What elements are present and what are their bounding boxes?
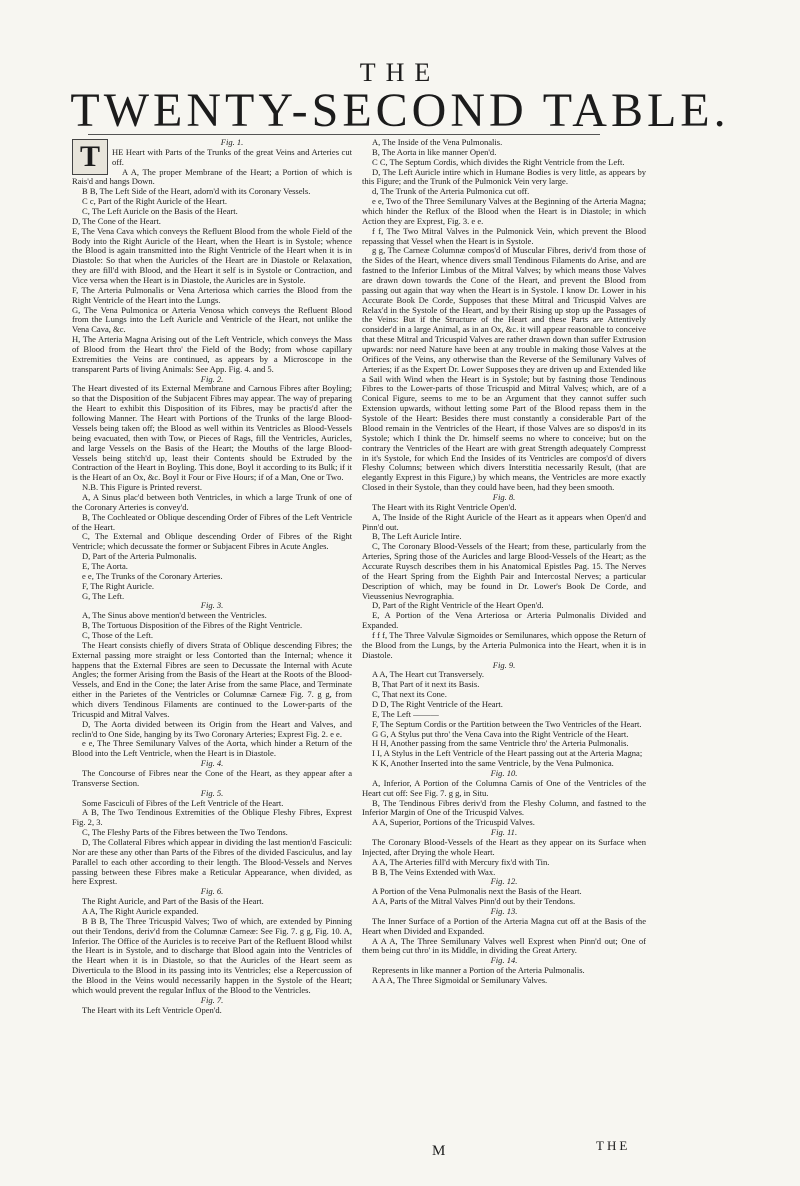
figure-heading: Fig. 9.	[492, 659, 516, 670]
legend-entry: C, The Coronary Blood-Vessels of the Heart; from these, particularly from the Arteries, Spring those of the Auricles and large Blood-Vessels of the Heart; as the Accurate Ruysch describes them in his Anatomical Epistles Pag. 15. The Nerves of the Heart Spring from the Eighth Pair and Intercostal Nerves; a particular Description of which, may be found in Dr. Lower's Book De Corde, and Vieussenius Nevrographia.	[362, 541, 646, 601]
body-paragraph: G, The Vena Pulmonica or Arteria Venosa which conveys the Refluent Blood from the Lungs into the Left Auricle and Ventricle of the Heart, not unlike the Vena Cava, &c.	[72, 304, 352, 335]
figure-heading: Fig. 10.	[490, 768, 518, 778]
legend-entry: C, The Left Auricle on the Basis of the Heart.	[82, 206, 238, 217]
body-paragraph: E, The Vena Cava which conveys the Refluent Blood from the whole Field of the Body into the Right Auricle of the Heart, when the Heart is in Systole; whence the Blood is again transmitted into the Right Ventricle of the Heart when it is in Diastole: So that when the Auricles of the Heart are in Diastole or Relaxation, they are fill'd with Blood, and the Heart it self is in Systole or Contraction, and Vice versa when the Heart is in Diastole, the Auricles are in Systole.	[72, 225, 352, 286]
figure-heading: Fig. 4.	[200, 758, 224, 769]
legend-entry: The Heart with its Left Ventricle Open'd.	[82, 1004, 222, 1015]
legend-entry: A, The Inside of the Vena Pulmonalis.	[372, 137, 503, 147]
legend-entry: A, Inferior, A Portion of the Columna Carnis of One of the Ventricles of the Heart cut off: See Fig. 7. g g, in Situ.	[362, 777, 646, 798]
legend-entry: The Inner Surface of a Portion of the Arteria Magna cut off at the Basis of the Heart when Divided and Expanded.	[362, 915, 646, 936]
figure-heading: Fig. 6.	[200, 886, 224, 897]
legend-entry: B B B, The Three Tricuspid Valves; Two of which, are extended by Pinning out their Tendons, deriv'd from the Columnæ Carneæ: See Fig. 7. g g, Fig. 10. A, Inferior. The Office of the Auricles is to receive Part of the Refluent Blood whilst the Heart is in Systole, and to discharge that Blood again into the Ventricles of the Heart when it is in Diastole, so that the Auricles of the Heart seem as Diverticula to the Blood in its passing into its Ventricles; else a Repercussion of the Blood in the Veins would necessarily happen in the Systole of the Heart; which would prevent the regular Influx of the Blood to the Ventricles.	[72, 915, 352, 995]
title-rule	[88, 134, 600, 135]
legend-entry: N.B. This Figure is Printed reverst.	[82, 482, 202, 493]
legend-entry: A A A, The Three Sigmoidal or Semilunary Valves.	[372, 975, 548, 986]
legend-entry: e e, The Three Semilunary Valves of the Aorta, which hinder a Return of the Blood into the Left Ventricle, when the Heart is in Diastole.	[72, 738, 352, 759]
figure-heading: Fig. 11.	[490, 827, 518, 838]
legend-entry: C, Those of the Left.	[82, 629, 154, 640]
figure-heading: Fig. 7.	[200, 994, 224, 1005]
legend-entry: A, A Sinus plac'd between both Ventricles, in which a large Trunk of one of the Coronary Arteries is convey'd.	[72, 491, 352, 512]
legend-entry: The Coronary Blood-Vessels of the Heart as they appear on its Surface when Injected, after Drying the whole Heart.	[362, 837, 646, 857]
body-paragraph: HE Heart with Parts of the Trunks of the great Veins and Arteries cut off.	[112, 146, 352, 167]
legend-entry: D, Part of the Right Ventricle of the Heart Open'd.	[372, 600, 544, 611]
figure-heading: Fig. 5.	[200, 787, 224, 798]
legend-entry: A, The Sinus above mention'd between the Ventricles.	[82, 610, 267, 621]
legend-entry: H H, Another passing from the same Ventricle thro' the Arteria Pulmonalis.	[372, 738, 629, 749]
legend-entry: e e, Two of the Three Semilunary Valves at the Beginning of the Arteria Magna; which hinder the Reflux of the Blood when the Heart is in Diastole; in which Action they are Exprest, Fig. 3. e e.	[362, 196, 646, 226]
left-column	[72, 138, 352, 1015]
legend-entry: B, The Left Auricle Intire.	[372, 531, 462, 542]
figure-heading: Fig. 14.	[490, 955, 518, 966]
legend-entry: D, The Aorta divided between its Origin from the Heart and Valves, and reclin'd to One Side, hanging by its Two Coronary Arteries; Exprest Fig. 2. e e.	[72, 718, 352, 739]
legend-entry: E, The Left ———	[372, 708, 439, 719]
page-title: TWENTY-SECOND TABLE.	[70, 84, 730, 137]
legend-entry: A A, The Right Auricle expanded.	[82, 906, 199, 917]
legend-entry: B B, The Left Side of the Heart, adorn'd with its Coronary Vessels.	[82, 186, 311, 197]
legend-entry: d, The Trunk of the Arteria Pulmonica cut off.	[372, 186, 530, 197]
legend-entry: A A A, The Three Semilunary Valves well Exprest when Pinn'd out; One of them being cut thro' in its Middle, in dividing the Great Artery.	[362, 935, 646, 956]
legend-entry: C c, Part of the Right Auricle of the Heart.	[82, 196, 228, 207]
legend-entry: f f f, The Three Valvulæ Sigmoides or Semilunares, which oppose the Return of the Blood from the Lungs, by the Arteria Pulmonica into the Heart, when it is in Diastole.	[362, 629, 646, 660]
legend-entry: D D, The Right Ventricle of the Heart.	[372, 698, 503, 709]
legend-entry: D, Part of the Arteria Pulmonalis.	[82, 551, 197, 562]
figure-heading: Fig. 12.	[490, 876, 518, 887]
right-column	[362, 138, 646, 986]
legend-entry: C, The External and Oblique descending Order of Fibres of the Right Ventricle; which decussate the former or Subjacent Fibres in Acute Angles.	[72, 531, 352, 552]
legend-entry: A A, The proper Membrane of the Heart; a Portion of which is Rais'd and hangs Down.	[72, 166, 352, 187]
figure-heading: Fig. 1.	[220, 137, 244, 147]
legend-entry: B, The Cochleated or Oblique descending Order of Fibres of the Left Ventricle of the Heart.	[72, 511, 352, 532]
legend-entry: The Heart with its Right Ventricle Open'd.	[372, 501, 517, 512]
legend-entry: E, The Aorta.	[82, 560, 128, 571]
legend-entry: A A, The Heart cut Transversely.	[372, 669, 485, 680]
legend-entry: A B, The Two Tendinous Extremities of the Oblique Fleshy Fibres, Exprest Fig. 2, 3.	[72, 807, 352, 828]
legend-entry: C, The Fleshy Parts of the Fibres between the Two Tendons.	[82, 827, 288, 838]
legend-entry: F, The Septum Cordis or the Partition between the Two Ventricles of the Heart.	[372, 718, 642, 729]
legend-entry: B B, The Veins Extended with Wax.	[372, 866, 496, 877]
figure-heading: Fig. 3.	[200, 600, 224, 611]
legend-entry: G, The Left.	[82, 590, 125, 601]
legend-entry: A A, Superior, Portions of the Tricuspid Valves.	[372, 817, 535, 828]
legend-entry: D, The Left Auricle intire which in Humane Bodies is very little, as appears by this Figure; and the Trunk of the Pulmonick Vein very large.	[362, 166, 646, 187]
catchword: THE	[596, 1138, 631, 1153]
legend-entry: A A, Parts of the Mitral Valves Pinn'd out by their Tendons.	[372, 896, 576, 907]
legend-entry: f f, The Two Mitral Valves in the Pulmonick Vein, which prevent the Blood repassing that Vessel when the Heart is in Systole.	[362, 225, 646, 246]
legend-entry: A Portion of the Vena Pulmonalis next the Basis of the Heart.	[372, 886, 582, 897]
legend-entry: The Heart consists chiefly of divers Strata of Oblique descending Fibres; the External passing more straight or less Contorted than the Internal; whence it happens that the External Fibres are seen to Decussate the Internal with Acute Angles; the former Arising from the Basis of the Heart at the Roots of the Blood-Vessels, and End in the Cone; the later Arise from the same Place, and Terminate either in the Parietes of the Ventricles or Columnæ Carneæ Fig. 7. g g, from which divers Tendinous Filaments are continued to the Lower-parts of the Tricuspid and Mitral Valves.	[72, 639, 352, 719]
figure-heading: Fig. 13.	[490, 906, 518, 917]
legend-entry: B, The Tendinous Fibres deriv'd from the Fleshy Column, and fastned to the Inferior Margin of One of the Tricuspid Valves.	[362, 797, 646, 818]
legend-entry: D, The Collateral Fibres which appear in dividing the last mention'd Fasciculi: Nor are these any other than Parts of the Fibres of the divided Fasciculus, and lay Parallel to each other according to their length. The Blood-Vessels and Nerves passing between these Fibres make a Reticular Appearance, when divided, as here Exprest.	[72, 837, 352, 887]
body-paragraph: F, The Arteria Pulmonalis or Vena Arteriosa which carries the Blood from the Right Ventricle of the Heart into the Lungs.	[72, 284, 352, 305]
legend-entry: A A, The Arteries fill'd with Mercury fix'd with Tin.	[372, 856, 550, 867]
legend-entry: I I, A Stylus in the Left Ventricle of the Heart passing out at the Arteria Magna;	[372, 748, 643, 759]
figure-heading: Fig. 8.	[492, 491, 516, 502]
legend-entry: The Concourse of Fibres near the Cone of the Heart, as they appear after a Transverse Section.	[72, 768, 352, 788]
legend-entry: E, A Portion of the Vena Arteriosa or Arteria Pulmonalis Divided and Expanded.	[362, 610, 646, 631]
legend-entry: C, That next its Cone.	[372, 689, 447, 700]
legend-entry: The Right Auricle, and Part of the Basis of the Heart.	[82, 896, 264, 907]
legend-entry: F, The Right Auricle.	[82, 580, 155, 591]
legend-entry: K K, Another Inserted into the same Ventricle, by the Vena Pulmonica.	[372, 758, 614, 769]
legend-entry: G G, A Stylus put thro' the Vena Cava into the Right Ventricle of the Heart.	[372, 728, 629, 739]
legend-entry: Some Fasciculi of Fibres of the Left Ventricle of the Heart.	[82, 797, 284, 808]
legend-entry: B, That Part of it next its Basis.	[372, 679, 480, 690]
legend-entry: B, The Tortuous Disposition of the Fibres of the Right Ventricle.	[82, 620, 303, 631]
legend-entry: Represents in like manner a Portion of the Arteria Pulmonalis.	[372, 965, 585, 976]
signature-mark: M	[432, 1143, 448, 1159]
legend-entry: C C, The Septum Cordis, which divides the Right Ventricle from the Left.	[372, 156, 625, 167]
body-paragraph: The Heart divested of its External Membrane and Carnous Fibres after Boyling; so that the Disposition of the Subjacent Fibres may appear. The way of preparing the Heart to exhibit this Disposition of its Fibres, may be practis'd after the following Manner. The Heart with Portions of the Trunks of the large Blood-Vessels being taken off; the Blood as well within its Ventricles as Blood-Vessels being evacuated, then with Tow, or Pieces of Rags, fill the Ventricles, Auricles, and large Vessels on the Basis of the Heart; the Mouths of the large Blood-Vessels being stitch'd up, least their Contents should be Extruded by the Contraction of the Heart in Boyling. This done, Boyl it according to its Bulk; if it is the Heart of an Ox, &c. Boyl it Four or Five Hours; if of a Man, One or Two.	[72, 383, 352, 483]
legend-entry: e e, The Trunks of the Coronary Arteries.	[82, 570, 223, 581]
legend-entry: B, The Aorta in like manner Open'd.	[372, 146, 497, 157]
figure-heading: Fig. 2.	[200, 373, 224, 384]
header-the: THE	[359, 58, 441, 87]
legend-entry: A, The Inside of the Right Auricle of the Heart as it appears when Open'd and Pinn'd out.	[362, 511, 646, 532]
body-paragraph: D, The Cone of the Heart.	[72, 215, 161, 226]
legend-entry: g g, The Carneæ Columnæ compos'd of Muscular Fibres, deriv'd from those of the Sides of the Heart, whence divers small Tendinous Filaments do Arise, and are fastned to the Inferior Limbus of the Mitral Valves; by which means those Valves are drawn down towards the Cone of the Heart, and prevent the Blood from passing out again that way when the Heart is in Systole. I know Dr. Lower in his Accurate Book De Corde, Supposes that these Mitral and Tricuspid Valves are Relax'd in the Systole of the Heart, and by their Rising up stop up the Passages of the Veins: But if the Structure of the Heart and these Parts are Attentively consider'd in a large Animal, as in an Ox, &c. it will appear reasonable to conceive that these Mitral and Tricuspid Valves are rather drawn down than suffer Extrusion upwards: nor need Nature have been at any trouble in making those Valves at the Orifices of the Veins, any otherwise than the Reverse of the Semilunary Valves of Arteries; if as the Expert Dr. Lower Supposes they are driven up and Extended like a Sail with Wind when the Heart is in Systole; but by fastning those Tendinous Fibres to the Lower-parts of those Tricuspid and Mitral Valves; which, are of a Conical Figure, seems to me to be an Argument that they cannot suffer such Extension upwards, without letting some Part of the Blood repass them in the Systole of the Heart: Besides there must constantly a considerable Part of the Blood remain in the Ventricles of the Heart, if those Valves are so dispos'd in its Systole; which I think the Dr. himself seems no where to conceive; but on the contrary the Ventricles of the Heart are with great Strength adequately Compresst in it's Systole, for which End the Insides of its Ventricles are compos'd of divers Fleshy Columns; between which divers Interstitia necessarily Result, (that are elegantly Exprest in this Figure,) by which means, the Ventricles are more exactly Closed in their Systole, than they could have been, had they been smooth.	[362, 245, 646, 493]
drop-cap-ornament: T	[72, 139, 108, 175]
body-paragraph: H, The Arteria Magna Arising out of the Left Ventricle, which conveys the Mass of Blood from the Heart thro' the Field of the Body; from whose capillary Extremities the Veins are continued, as appears by a Microscope in the transparent Parts of living Animals: See App. Fig. 4. and 5.	[72, 334, 352, 374]
